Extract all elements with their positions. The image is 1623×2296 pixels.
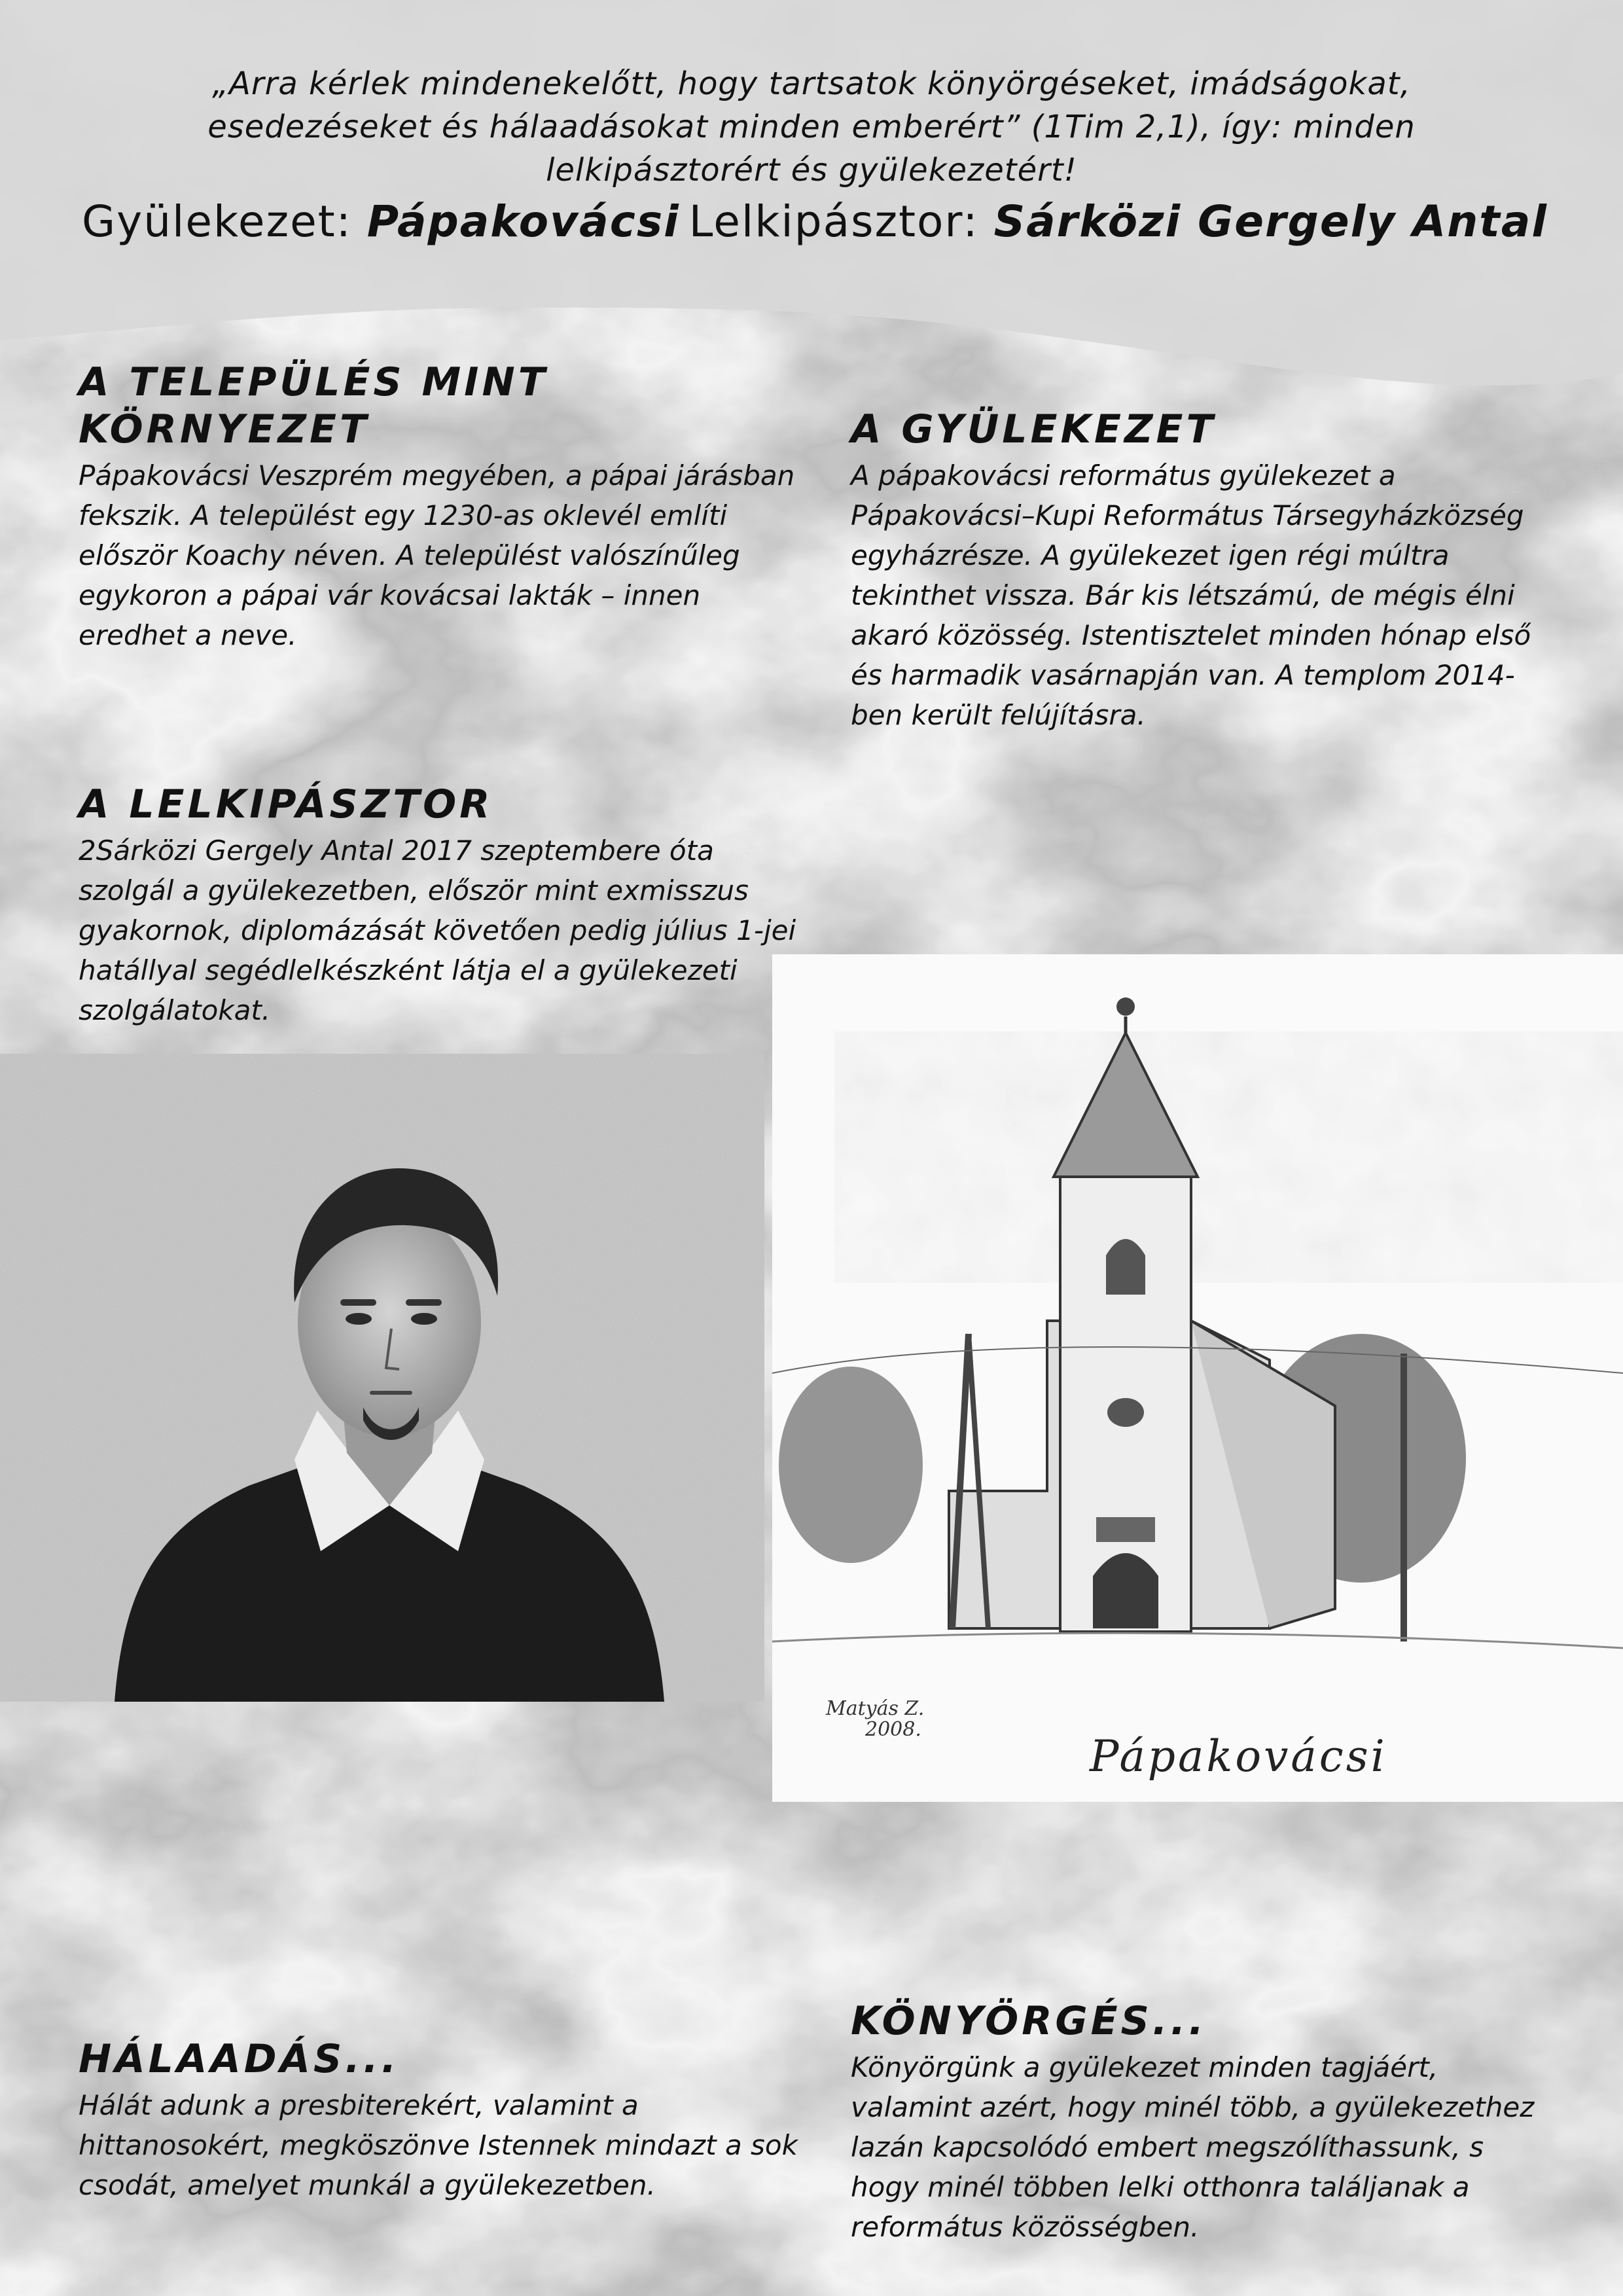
artist-signature [826,1698,924,1740]
artist-name: Matyás Z. [826,1697,925,1720]
bible-quote: „Arra kérlek mindenekelőtt, hogy tartsatok könyörgéseket, imádságokat, esedezéseket és hálaadásokat minden emberért” (1Tim 2,1), így: minden lelkipásztorért és gyülekezetért! [207,65,1416,188]
section-text: Könyörgünk a gyülekezet minden tagjáért, valamint azért, hogy minél több, a gyülekezethez lazán kapcsolódó embert megszólíthassunk, s hogy minél többen lelki otthonra találjanak a református közösségben. [851,2051,1535,2243]
section-title: A GYÜLEKEZET [851,406,1217,452]
church-drawing [772,954,1623,1802]
pastor-name: Sárközi Gergely Antal [993,196,1548,247]
section-title: HÁLAADÁS... [79,2036,400,2082]
section-text: Hálát adunk a presbiterekért, valamint a hittanosokért, megköszönve Istennek mindazt a sok csodát, amelyet munkál a gyülekezetben. [79,2089,798,2201]
section-town [79,359,805,655]
section-text: A pápakovácsi református gyülekezet a Pápakovácsi–Kupi Református Társegyházközség egyházrésze. A gyülekezet igen régi múltra tekinthet vissza. Bár kis létszámú, de mégis élni akaró közösség. Istentisztelet minden hónap első és harmadik vasárnapján van. A templom 2014-ben került felújításra. [851,459,1531,731]
section-text: Pápakovácsi Veszprém megyében, a pápai járásban fekszik. A települést egy 1230-as oklevél említi először Koachy néven. A települést valószínűleg egykoron a pápai vár kovácsai lakták – innen eredhet a neve. [79,459,795,651]
section-congregation [851,406,1544,735]
section-title: KÖNYÖRGÉS... [851,1998,1207,2044]
section-title: A TELEPÜLÉS MINT KÖRNYEZET [79,359,548,452]
congregation-label: Gyülekezet: [82,196,352,247]
section-text: 2Sárközi Gergely Antal 2017 szeptembere óta szolgál a gyülekezetben, először mint exmisszus gyakornok, diplomázását követően pedig július 1-jei hatállyal segédlelkészként látja el a gyülekezeti szolgálatokat. [79,834,796,1026]
pastor-line [689,196,1548,247]
section-thanksgiving [79,2036,798,2205]
section-title: A LELKIPÁSZTOR [79,781,493,827]
pastor-label: Lelkipásztor: [688,196,979,247]
pastor-photo [0,1054,764,1702]
section-prayer [851,1998,1558,2247]
artist-year: 2008. [865,1718,921,1741]
drawing-caption: Pápakovácsi [1090,1731,1387,1782]
section-pastor [79,781,798,1030]
congregation-name: Pápakovácsi [366,196,680,247]
congregation-line [82,196,680,247]
